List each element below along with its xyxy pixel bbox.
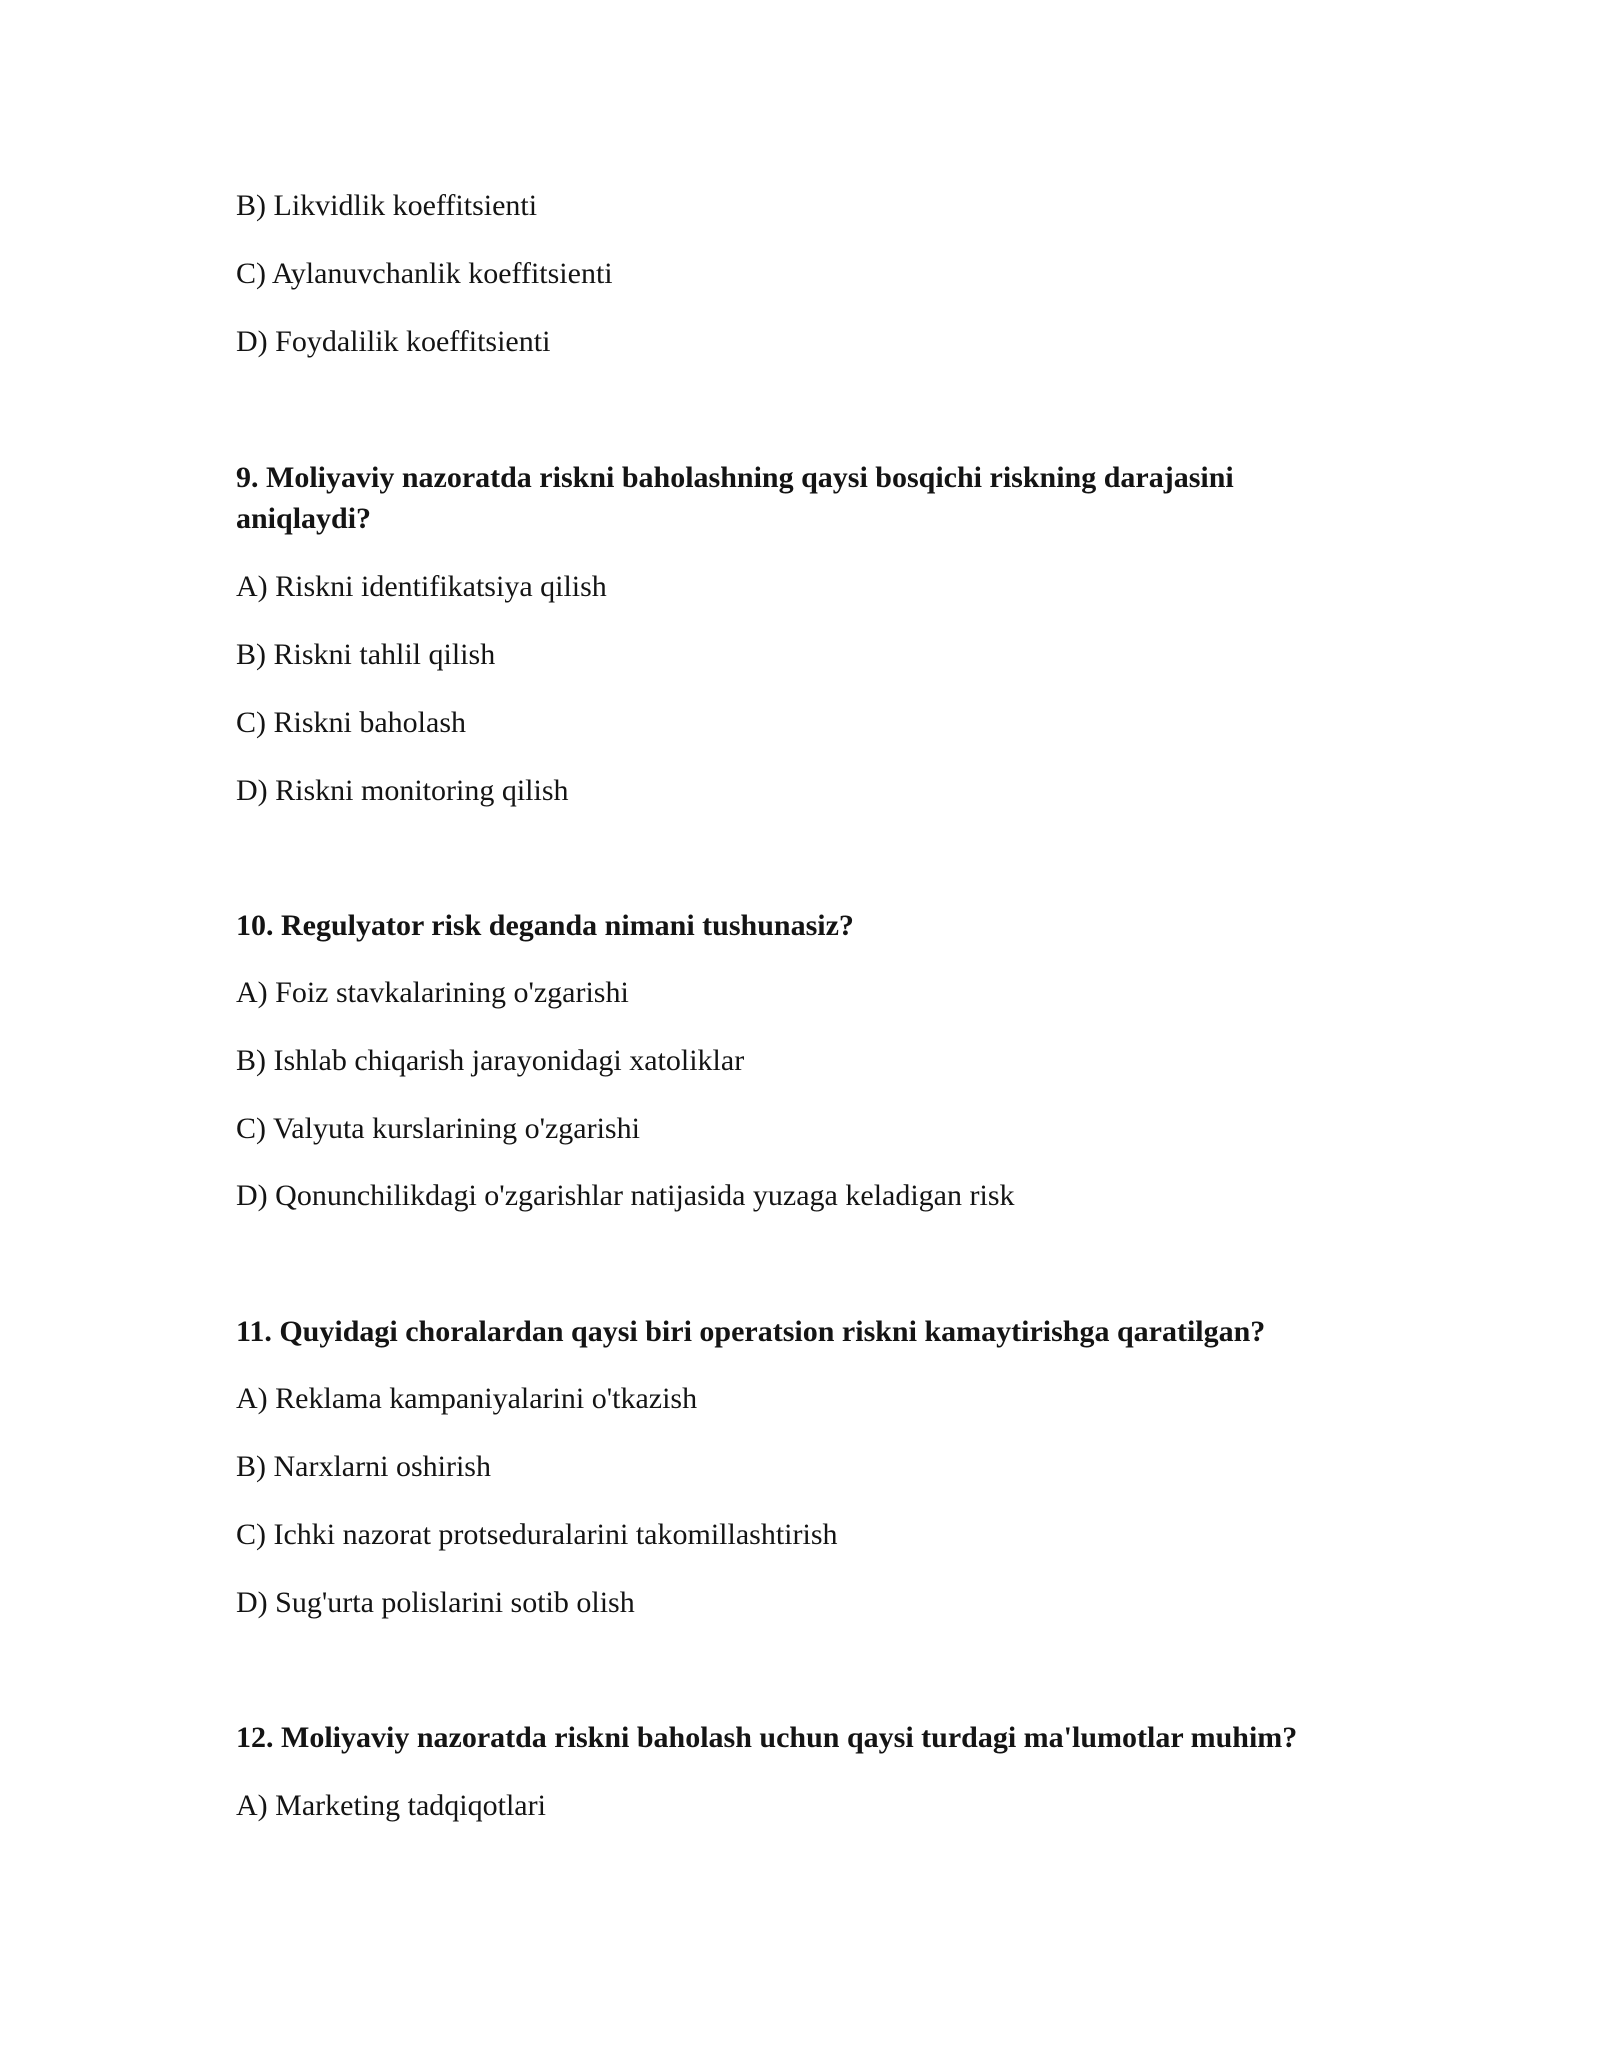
option-q10-b: B) Ishlab chiqarish jarayonidagi xatoliklar <box>236 1044 745 1077</box>
option-q9-d: D) Riskni monitoring qilish <box>236 774 569 807</box>
option-q9-a: A) Riskni identifikatsiya qilish <box>236 570 607 603</box>
option-q10-a: A) Foiz stavkalarining o'zgarishi <box>236 976 629 1009</box>
question-10-title: 10. Regulyator risk deganda nimani tushunasiz? <box>236 909 854 942</box>
option-q10-c: C) Valyuta kurslarining o'zgarishi <box>236 1112 640 1145</box>
option-q10-d: D) Qonunchilikdagi o'zgarishlar natijasida yuzaga keladigan risk <box>236 1179 1015 1212</box>
question-12-title: 12. Moliyaviy nazoratda riskni baholash uchun qaysi turdagi ma'lumotlar muhim? <box>236 1721 1298 1754</box>
option-q11-b: B) Narxlarni oshirish <box>236 1450 491 1483</box>
option-q11-c: C) Ichki nazorat protseduralarini takomillashtirish <box>236 1518 838 1551</box>
option-q11-a: A) Reklama kampaniyalarini o'tkazish <box>236 1382 698 1415</box>
option-q11-d: D) Sug'urta polislarini sotib olish <box>236 1586 635 1619</box>
option-q8-d: D) Foydalilik koeffitsienti <box>236 325 551 358</box>
question-11-title: 11. Quyidagi choralardan qaysi biri operatsion riskni kamaytirishga qaratilgan? <box>236 1315 1266 1348</box>
option-q8-b: B) Likvidlik koeffitsienti <box>236 189 538 222</box>
option-q9-c: C) Riskni baholash <box>236 706 466 739</box>
option-q12-a: A) Marketing tadqiqotlari <box>236 1789 546 1822</box>
question-9-title-cont: aniqlaydi? <box>236 502 372 535</box>
option-q8-c: C) Aylanuvchanlik koeffitsienti <box>236 257 613 290</box>
question-9-title: 9. Moliyaviy nazoratda riskni baholashning qaysi bosqichi riskning darajasini <box>236 461 1234 494</box>
option-q9-b: B) Riskni tahlil qilish <box>236 638 496 671</box>
